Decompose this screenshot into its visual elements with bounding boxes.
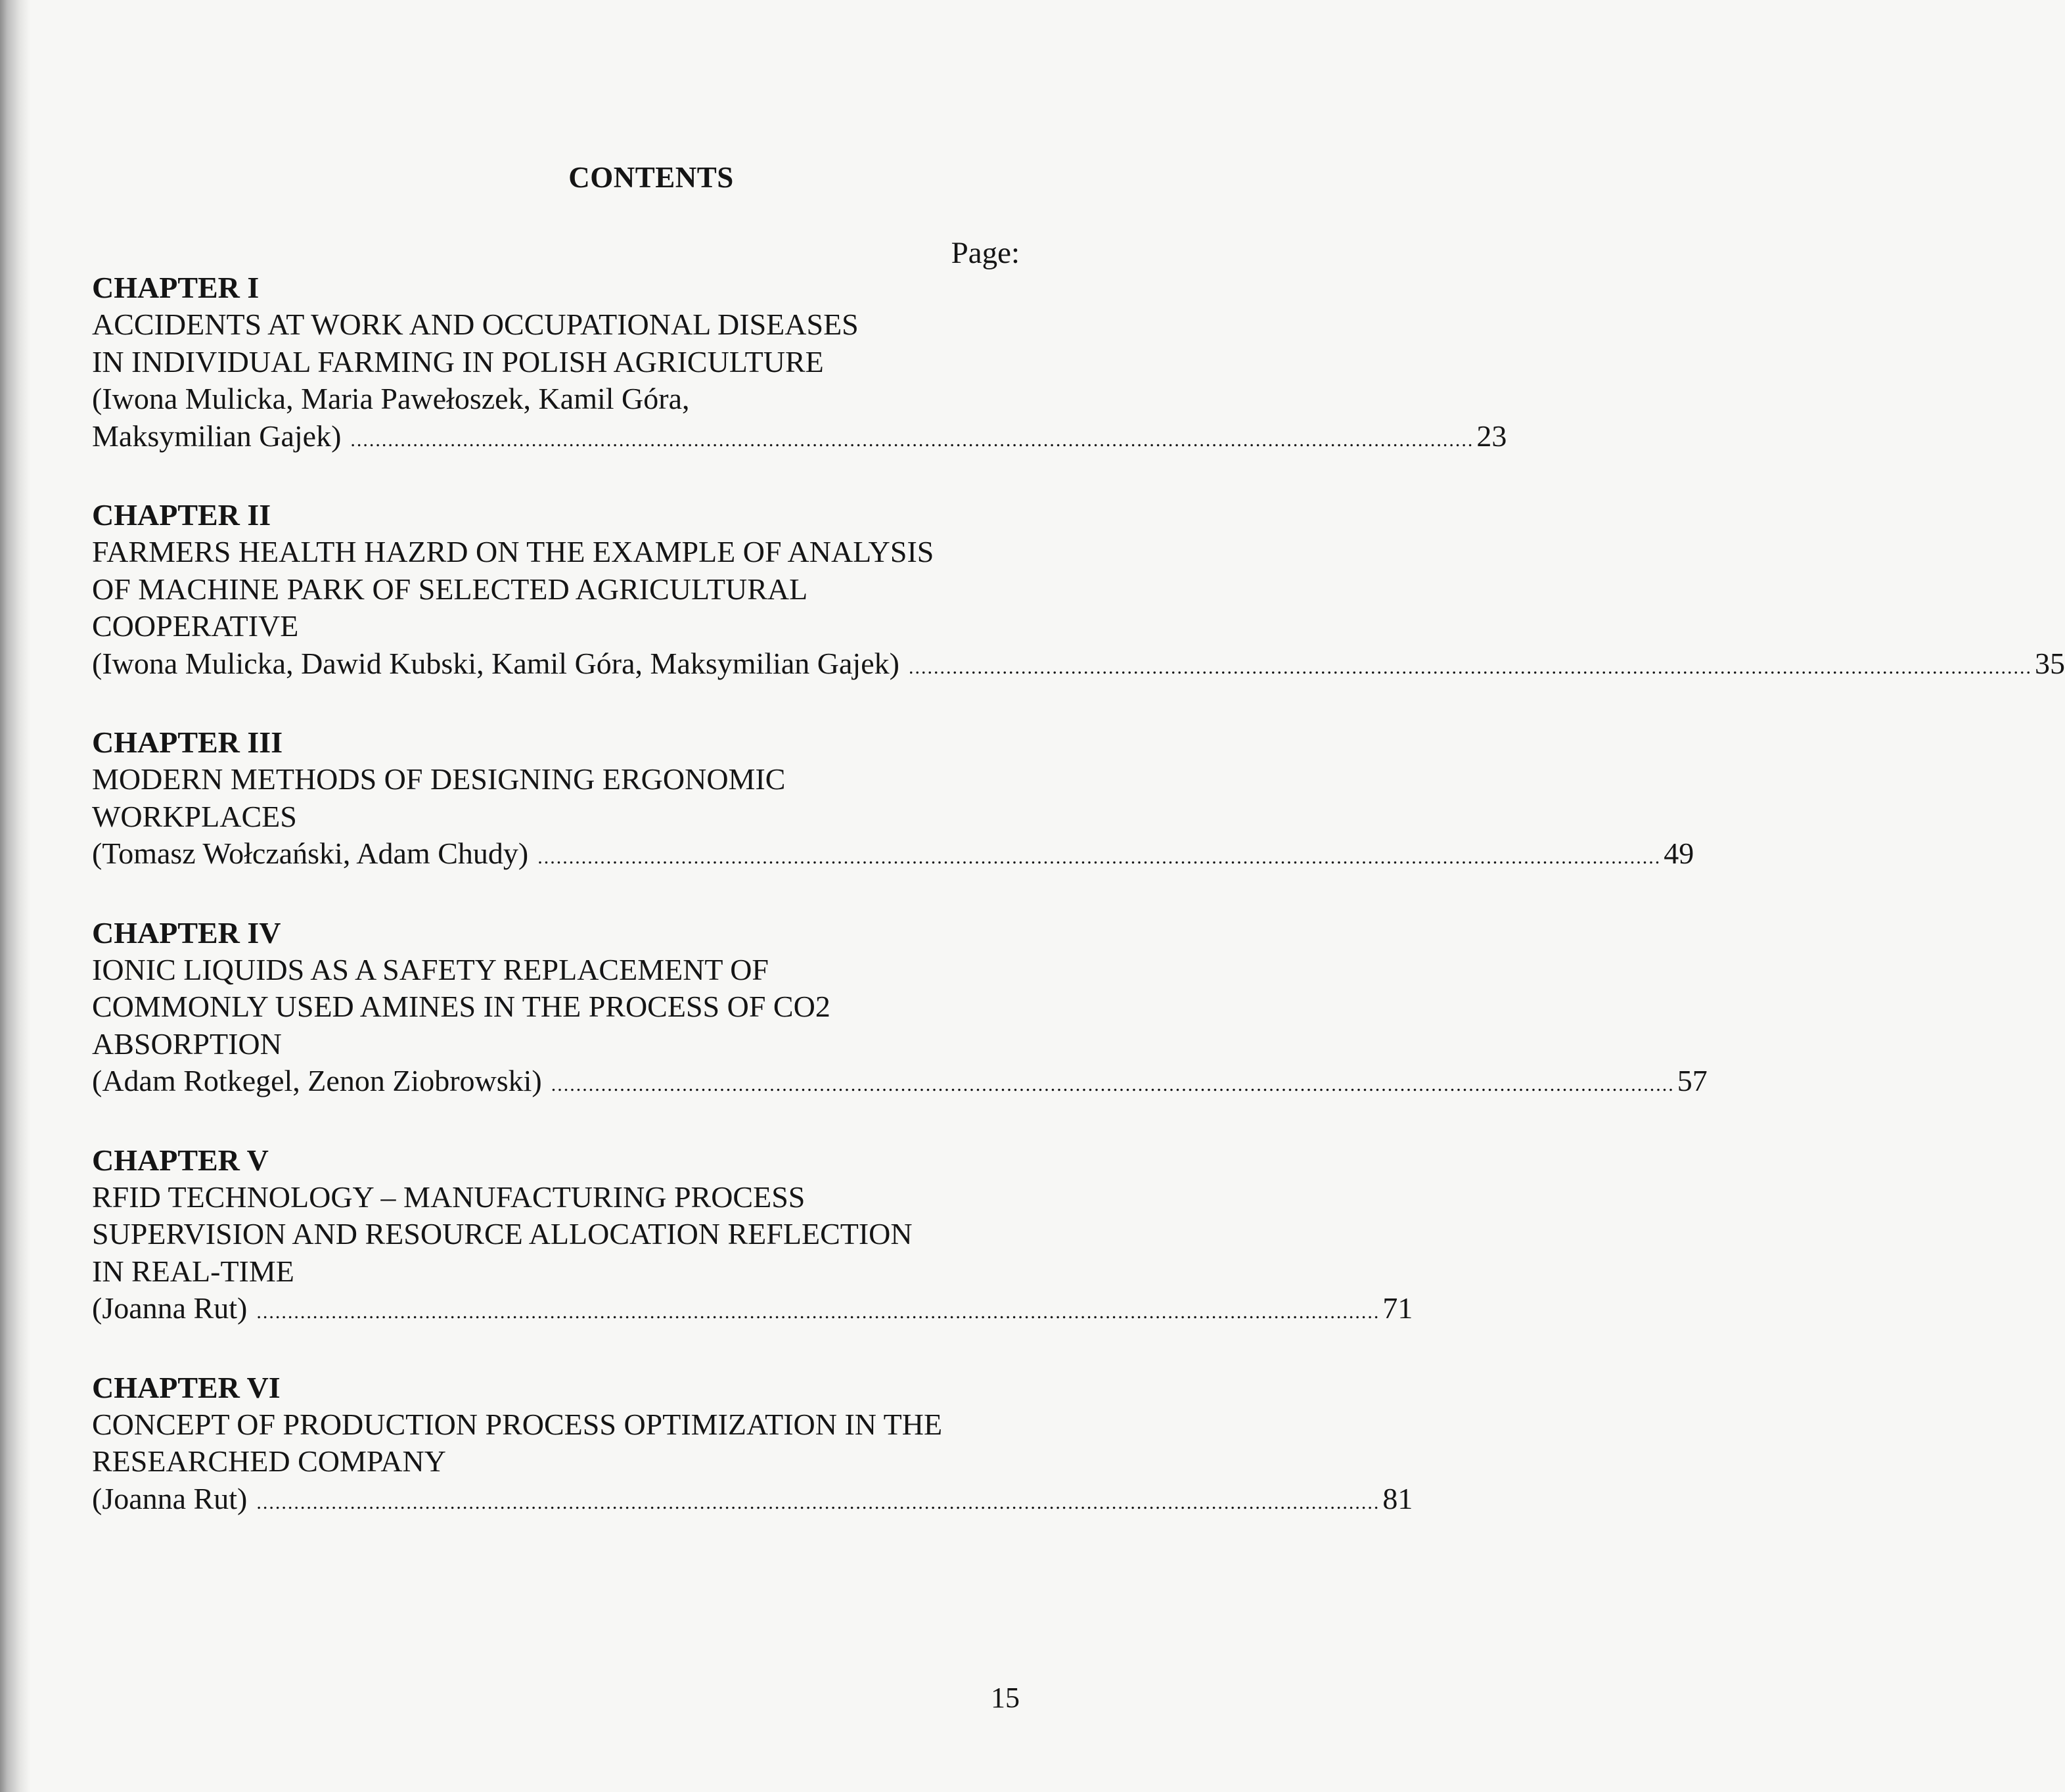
chapter-title-line: IN INDIVIDUAL FARMING IN POLISH AGRICULTURE [92, 344, 824, 379]
chapter-label: CHAPTER I [92, 271, 260, 304]
chapter-authors-with-page [92, 835, 1694, 877]
toc-entry [92, 1142, 1413, 1331]
dot-leader: .................................................................................................................................................................................... [908, 656, 2032, 678]
chapter-title-line: COOPERATIVE [92, 609, 299, 643]
dot-leader: .................................................................................................................................................................................... [256, 1301, 1380, 1323]
chapter-title-line: MODERN METHODS OF DESIGNING ERGONOMIC [92, 762, 786, 796]
chapter-authors: (Adam Rotkegel, Zenon Ziobrowski) [92, 1064, 542, 1097]
chapter-page-number: 81 [1382, 1481, 1413, 1515]
chapter-authors: (Joanna Rut) [92, 1291, 248, 1325]
toc-entry [92, 497, 2065, 686]
chapter-title-line: ABSORPTION [92, 1026, 282, 1061]
chapter-title-line: RESEARCHED COMPANY [92, 1444, 446, 1478]
chapter-page-number: 71 [1382, 1291, 1413, 1325]
chapter-authors: (Tomasz Wołczański, Adam Chudy) [92, 837, 529, 870]
chapter-authors: (Iwona Mulicka, Dawid Kubski, Kamil Góra, Maksymilian Gajek) [92, 646, 899, 680]
chapter-label: CHAPTER IV [92, 915, 281, 950]
chapter-authors-with-page [92, 1063, 1708, 1104]
chapter-title-line: OF MACHINE PARK OF SELECTED AGRICULTURAL [92, 572, 808, 606]
chapter-label: CHAPTER III [92, 725, 283, 759]
chapter-title-line: IONIC LIQUIDS AS A SAFETY REPLACEMENT OF [92, 952, 769, 986]
chapter-label: CHAPTER V [92, 1143, 269, 1177]
page-column-label: Page: [951, 236, 1020, 270]
toc-entry [92, 1369, 1413, 1522]
table-of-contents [92, 269, 2065, 1559]
toc-entry [92, 915, 1708, 1104]
chapter-authors-with-page [92, 1481, 1413, 1522]
chapter-title-line: COMMONLY USED AMINES IN THE PROCESS OF CO2 [92, 990, 830, 1023]
chapter-label: CHAPTER VI [92, 1370, 281, 1404]
chapter-authors: Maksymilian Gajek) [92, 419, 342, 453]
chapter-page-number: 23 [1476, 419, 1507, 453]
toc-entry [92, 724, 1694, 877]
dot-leader: .................................................................................................................................................................................... [350, 428, 1474, 451]
chapter-title-line: CONCEPT OF PRODUCTION PROCESS OPTIMIZATION IN THE [92, 1407, 943, 1441]
dot-leader: .................................................................................................................................................................................... [551, 1074, 1675, 1095]
dot-leader: .................................................................................................................................................................................... [537, 846, 1662, 868]
chapter-title-line: FARMERS HEALTH HAZRD ON THE EXAMPLE OF ANALYSIS [92, 535, 934, 568]
chapter-authors-with-page [92, 645, 2065, 687]
scan-edge-shadow [0, 0, 30, 1792]
dot-leader: .................................................................................................................................................................................... [256, 1491, 1380, 1513]
chapter-page-number: 57 [1677, 1064, 1708, 1097]
chapter-title-line: WORKPLACES [92, 799, 297, 833]
chapter-title-line: SUPERVISION AND RESOURCE ALLOCATION REFLECTION [92, 1217, 913, 1251]
chapter-title-line: RFID TECHNOLOGY – MANUFACTURING PROCESS [92, 1180, 806, 1214]
chapter-authors-line: (Iwona Mulicka, Maria Pawełoszek, Kamil Góra, [92, 382, 690, 415]
page-title: CONTENTS [568, 161, 734, 194]
toc-entry [92, 269, 1507, 459]
chapter-page-number: 49 [1664, 837, 1694, 870]
chapter-authors-with-page [92, 418, 1507, 459]
chapter-page-number: 35 [2034, 646, 2065, 680]
chapter-authors: (Joanna Rut) [92, 1481, 248, 1515]
chapter-label: CHAPTER II [92, 498, 271, 532]
page-number: 15 [991, 1682, 1020, 1714]
chapter-title-line: IN REAL-TIME [92, 1254, 294, 1288]
chapter-authors-with-page [92, 1290, 1413, 1331]
chapter-title-line: ACCIDENTS AT WORK AND OCCUPATIONAL DISEASES [92, 308, 859, 341]
